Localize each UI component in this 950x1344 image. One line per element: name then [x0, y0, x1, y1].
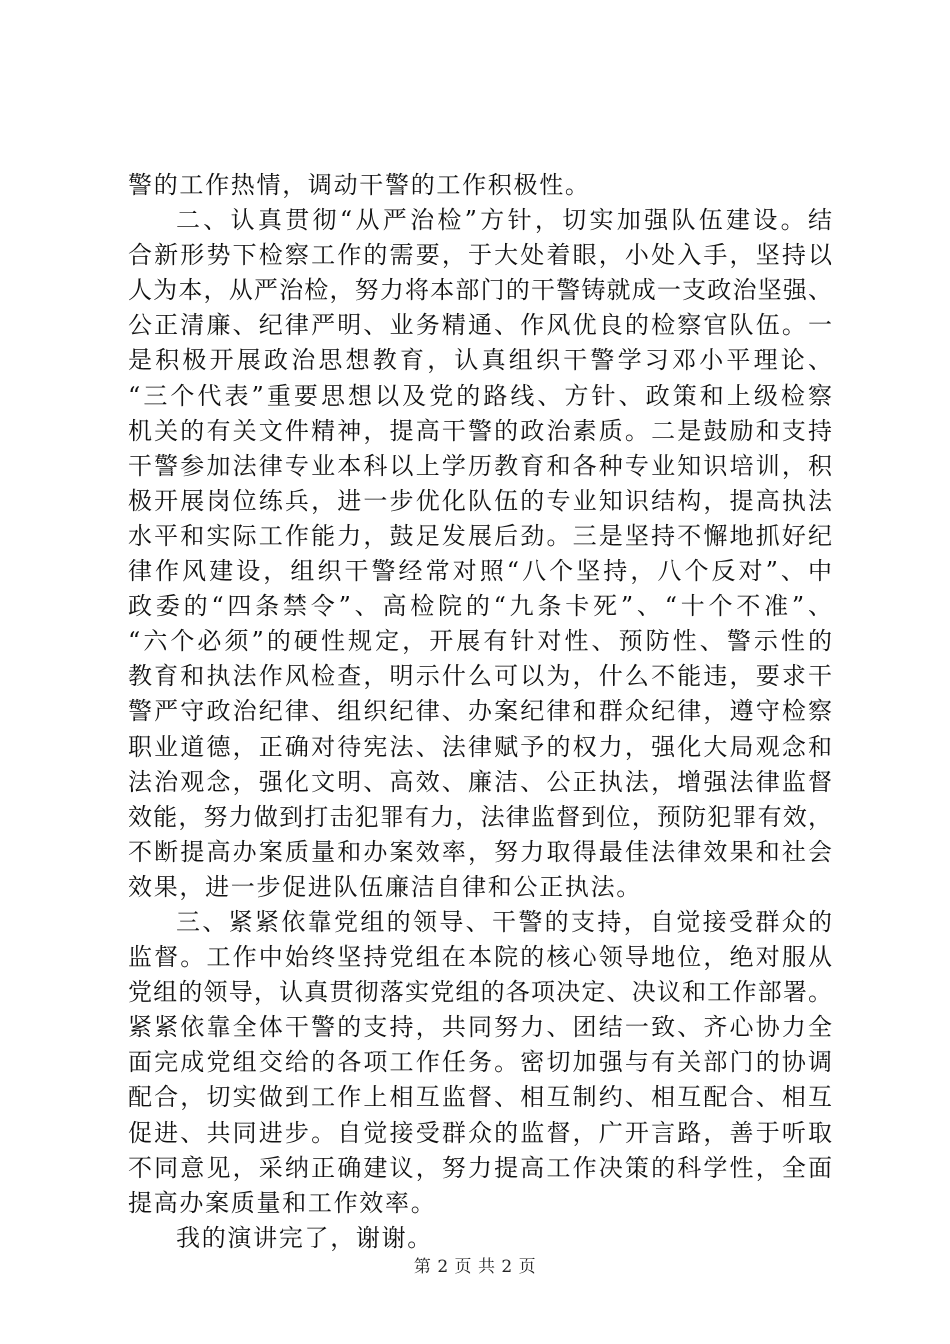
text-line: 水平和实际工作能力，鼓足发展后劲。三是坚持不懈地抓好纪 — [128, 521, 832, 550]
text-line: 监督。工作中始终坚持党组在本院的核心领导地位，绝对服从 — [128, 943, 832, 972]
text-line: 效能，努力做到打击犯罪有力，法律监督到位，预防犯罪有效， — [128, 802, 832, 831]
text-line: 党组的领导，认真贯彻落实党组的各项决定、决议和工作部署。 — [128, 978, 832, 1007]
text-line: 机关的有关文件精神，提高干警的政治素质。二是鼓励和支持 — [128, 416, 832, 445]
text-line: “六个必须”的硬性规定，开展有针对性、预防性、警示性的 — [128, 627, 832, 656]
text-line: 职业道德，正确对待宪法、法律赋予的权力，强化大局观念和 — [128, 732, 832, 761]
text-line: 合新形势下检察工作的需要，于大处着眼，小处入手，坚持以 — [128, 241, 832, 270]
text-line: 提高办案质量和工作效率。 — [128, 1188, 437, 1217]
text-line: 警严守政治纪律、组织纪律、办案纪律和群众纪律，遵守检察 — [128, 697, 832, 726]
page-number-footer: 第 2 页 共 2 页 — [413, 1257, 537, 1277]
text-line: 配合，切实做到工作上相互监督、相互制约、相互配合、相互 — [128, 1083, 832, 1112]
text-line: 效果，进一步促进队伍廉洁自律和公正执法。 — [128, 872, 642, 901]
text-line: 教育和执法作风检查，明示什么可以为，什么不能违，要求干 — [128, 662, 832, 691]
text-line: 二、认真贯彻“从严治检”方针，切实加强队伍建设。结 — [176, 206, 832, 235]
text-line: 律作风建设，组织干警经常对照“八个坚持，八个反对”、中 — [128, 557, 832, 586]
text-line: 不断提高办案质量和办案效率，努力取得最佳法律效果和社会 — [128, 837, 832, 866]
text-line: 促进、共同进步。自觉接受群众的监督，广开言路，善于听取 — [128, 1118, 832, 1147]
text-line: 我的演讲完了，谢谢。 — [176, 1223, 433, 1252]
text-line: 极开展岗位练兵，进一步优化队伍的专业知识结构，提高执法 — [128, 486, 832, 515]
text-line: 公正清廉、纪律严明、业务精通、作风优良的检察官队伍。一 — [128, 311, 832, 340]
text-line: 面完成党组交给的各项工作任务。密切加强与有关部门的协调 — [128, 1048, 832, 1077]
text-line: “三个代表”重要思想以及党的路线、方针、政策和上级检察 — [128, 381, 832, 410]
text-line: 警的工作热情，调动干警的工作积极性。 — [128, 171, 591, 199]
text-line: 政委的“四条禁令”、高检院的“九条卡死”、“十个不准”、 — [128, 592, 832, 621]
text-line: 三、紧紧依靠党组的领导、干警的支持，自觉接受群众的 — [176, 907, 832, 936]
text-line: 不同意见，采纳正确建议，努力提高工作决策的科学性，全面 — [128, 1153, 832, 1182]
text-line: 是积极开展政治思想教育，认真组织干警学习邓小平理论、 — [128, 346, 832, 375]
text-line: 法治观念，强化文明、高效、廉洁、公正执法，增强法律监督 — [128, 767, 832, 796]
text-line: 紧紧依靠全体干警的支持，共同努力、团结一致、齐心协力全 — [128, 1013, 832, 1042]
document-body — [128, 168, 832, 1256]
text-line: 干警参加法律专业本科以上学历教育和各种专业知识培训，积 — [128, 451, 832, 480]
text-line: 人为本，从严治检，努力将本部门的干警铸就成一支政治坚强、 — [128, 276, 832, 305]
